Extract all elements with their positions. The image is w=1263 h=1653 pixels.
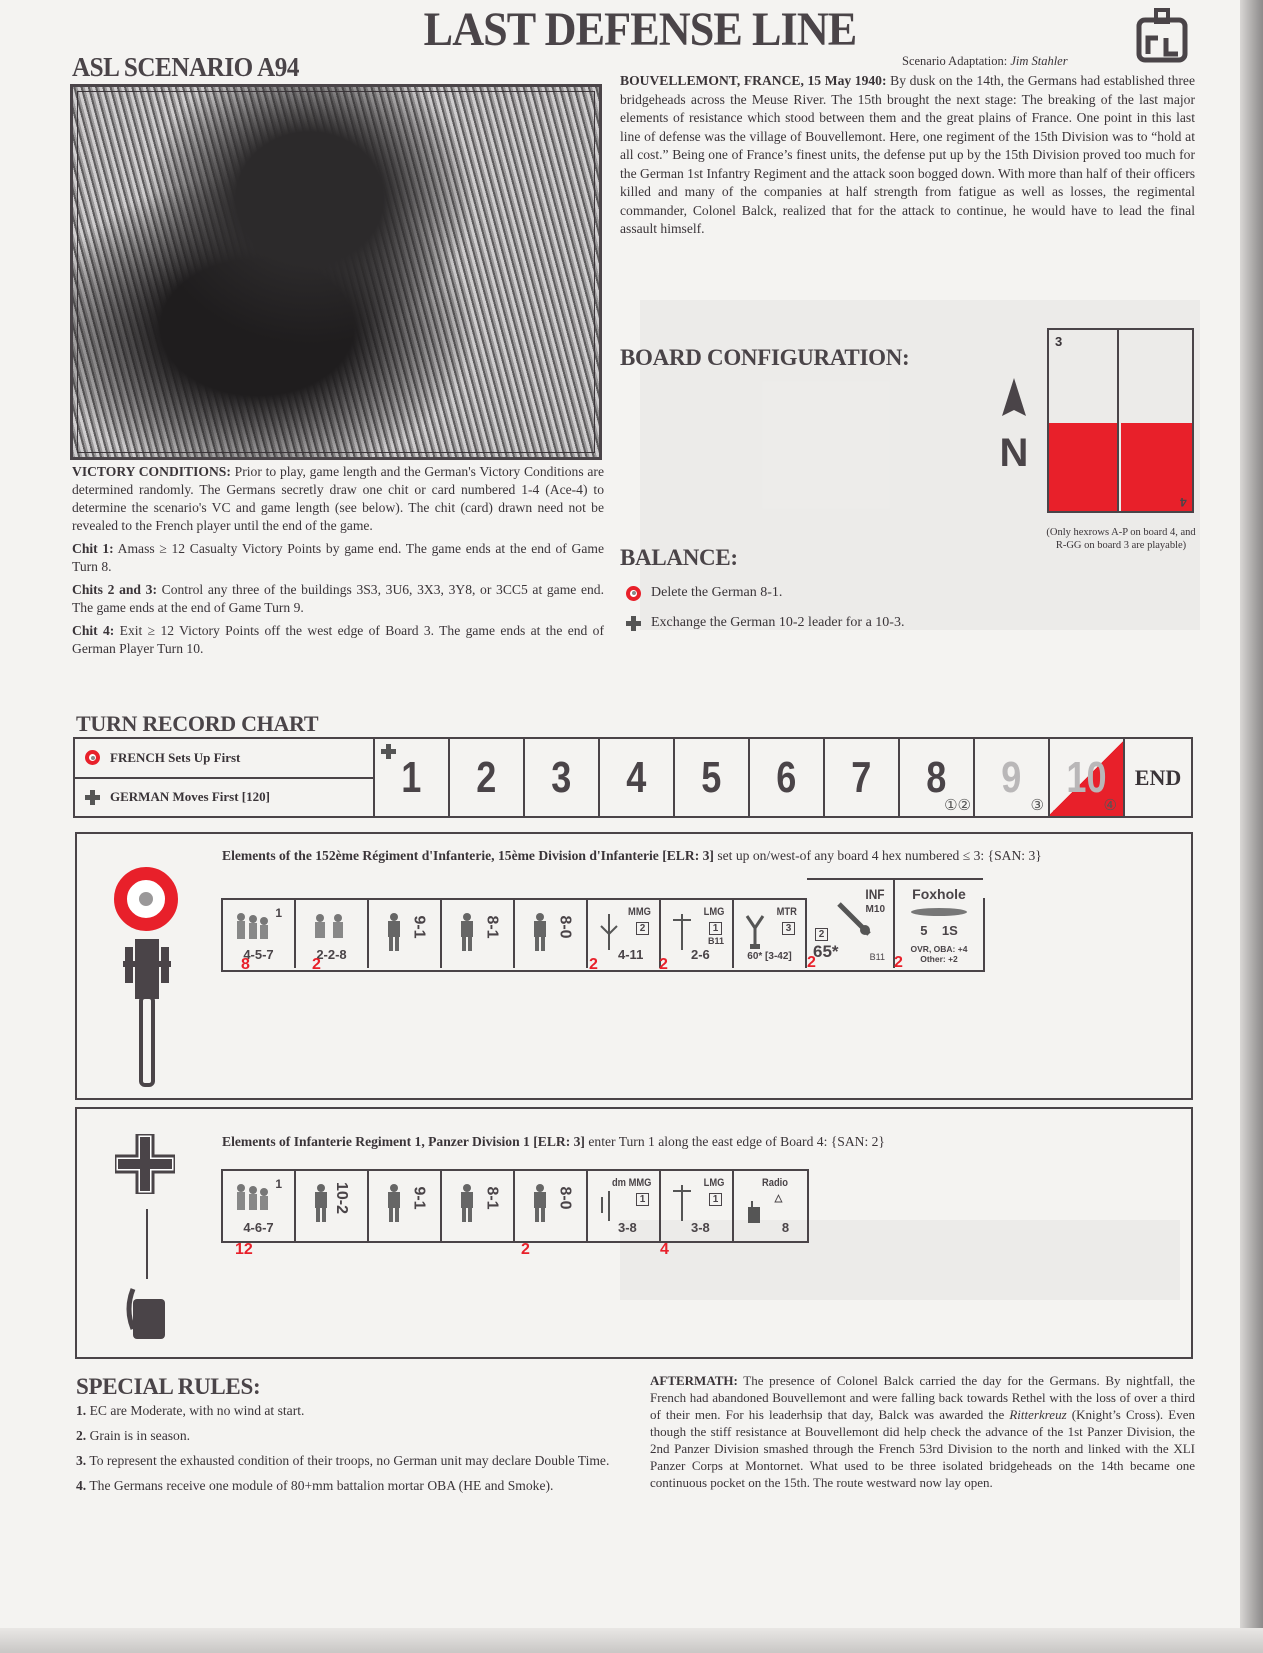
rule-text: EC are Moderate, with no wind at start.: [86, 1403, 305, 1418]
squad-figure-icon: [233, 912, 273, 942]
counter-box: 1: [636, 1193, 649, 1206]
leader-figure-icon: [383, 912, 405, 952]
half-squad-figure-icon: [310, 912, 350, 942]
french-row-label: FRENCH Sets Up First: [110, 749, 241, 765]
turn-number: 8: [926, 752, 947, 802]
counter-value: 60* [3-42]: [747, 951, 792, 962]
intro-text: By dusk on the 14th, the Germans had established three bridgeheads across the Meuse River. The 15th brought the next stage: The breaking of the last major elements of resistance which stood between them and the great plains of France. One point in this last line of defense was the village of Bouvellemont. Here, one regiment of the 15th Division was to “hold at all cost.” Being one of France’s finest units, the defense put up by the 15th Division proved too much for the German 1st Infantry Regiment and the attack soon bogged down. With more than half of their officers killed and many of the companies at half strength from fatigue as well as losses, the regimental commander, Colonel Balck, realized that for the attack to continue, he would have to lead the final assault himself.: [620, 73, 1196, 236]
counter-inf-gun: [807, 878, 895, 968]
counter-leader-8-1: [442, 898, 515, 968]
radio-icon: [744, 1201, 766, 1225]
french-setup-instructions: set up on/west-of any board 4 hex numbered ≤ 3: {SAN: 3}: [713, 848, 1042, 863]
balance-list: [626, 585, 904, 645]
balance-text: Delete the German 8-1.: [651, 585, 783, 600]
chit-1: [72, 540, 604, 576]
rule-text: Grain is in season.: [86, 1428, 191, 1443]
counter-foxhole: [895, 878, 983, 968]
counter-small: OVR, OBA: +4 Other: +2: [910, 944, 968, 964]
count-leader-8-0: 2: [521, 1241, 530, 1258]
balance-item-french: [626, 585, 904, 601]
chit-text: Amass ≥ 12 Casualty Victory Points by game end. The game ends at the end of Game Turn 8.: [72, 541, 604, 574]
balance-heading: BALANCE:: [620, 545, 738, 570]
board-3-east: [1121, 330, 1192, 423]
counter-value: 9-1: [410, 915, 428, 939]
mortar-icon: [744, 912, 766, 952]
chit-marker: ①②: [944, 796, 971, 814]
counter-radio: [734, 1171, 807, 1241]
adaptation-label: Scenario Adaptation:: [902, 54, 1011, 68]
counter-value: 8: [781, 1220, 790, 1235]
board-4-east: [1121, 423, 1192, 511]
historical-intro: [620, 72, 1195, 239]
counter-value: 8-0: [556, 915, 574, 939]
turn-10: [1050, 739, 1125, 816]
turn-number: 3: [551, 752, 572, 802]
french-mortar-illustration-icon: [119, 939, 175, 1089]
count-halfsquad: 2: [312, 956, 321, 973]
counter-halfsquad-228: [296, 898, 369, 968]
chit-text: Control any three of the buildings 3S3, 3U6, 3X3, 3Y8, or 3CC5 at game end. The game ends at the end of Game Turn 9.: [72, 582, 604, 615]
chit-label: Chits 2 and 3:: [72, 582, 157, 597]
aftermath-text: The presence of Colonel Balck carried the day for the Germans. By nightfall, the French had abandoned Bouvellemont and were falling back towards Rethel with the loss of over a third of their men. For his leaderhsip that day, Balck was awarded the: [650, 1373, 1195, 1422]
photo-frame: [77, 91, 595, 453]
counter-mmg: [588, 898, 661, 968]
counter-box: △: [774, 1193, 783, 1204]
counter-leader-9-1: [369, 1171, 442, 1241]
counter-box: 3: [782, 922, 795, 935]
counter-sub: M10: [865, 904, 885, 915]
chit-2-3: [72, 581, 604, 617]
special-rule-4: [76, 1477, 621, 1495]
german-unit-name: Elements of Infanterie Regiment 1, Panzer Division 1 [ELR: 3]: [222, 1134, 585, 1149]
trc-german-row: [75, 779, 373, 817]
foxhole-icon: [909, 906, 969, 918]
count-mmg: 2: [589, 956, 598, 973]
count-lmg: 2: [659, 956, 668, 973]
board-4-label: 4: [1180, 495, 1187, 509]
counter-value: 4-6-7: [243, 1220, 274, 1235]
german-order-of-battle: [75, 1107, 1193, 1359]
special-rule-1: [76, 1402, 621, 1420]
squad-figure-icon: [233, 1183, 273, 1213]
german-cross-icon: [381, 744, 396, 759]
german-field-telephone-icon: [119, 1209, 169, 1349]
turn-3: [525, 739, 600, 816]
counter-squad-457: [223, 898, 296, 968]
counter-small: B11: [869, 952, 885, 962]
leader-figure-icon: [310, 1183, 332, 1223]
page-edge: [0, 1628, 1263, 1653]
counter-value: 3-8: [691, 1220, 710, 1235]
counter-box: 2: [815, 928, 828, 941]
french-counter-strip: [221, 886, 985, 972]
turn-number: 10: [1066, 752, 1107, 802]
mmg-icon: [598, 1183, 620, 1223]
turn-number: 6: [776, 752, 797, 802]
rule-text: The Germans receive one module of 80+mm battalion mortar OBA (HE and Smoke).: [86, 1478, 554, 1493]
counter-label: Radio: [762, 1177, 788, 1189]
french-roundel-icon: [85, 750, 100, 765]
balance-text: Exchange the German 10-2 leader for a 10-3.: [651, 615, 905, 630]
victory-conditions: [72, 463, 604, 663]
counter-dm-mmg: [588, 1171, 661, 1241]
counter-label: LMG: [703, 1177, 724, 1189]
board-3-west: [1049, 330, 1119, 423]
counter-leader-10-2: [296, 1171, 369, 1241]
counter-sup: 1: [275, 906, 282, 920]
counter-label: dm MMG: [611, 1177, 651, 1189]
rule-text: To represent the exhausted condition of their troops, no German unit may declare Double Time.: [86, 1453, 610, 1468]
svg-text:N: N: [999, 431, 1029, 468]
counter-value: 10-2: [332, 1181, 350, 1215]
special-rule-3: [76, 1452, 621, 1470]
balkenkreuz-icon: [115, 1134, 175, 1194]
turn-end: END: [1134, 764, 1182, 790]
counter-value: 8-1: [483, 915, 501, 939]
count-foxhole: 2: [894, 954, 903, 971]
counter-lmg: [661, 898, 734, 968]
vc-heading: VICTORY CONDITIONS:: [72, 464, 231, 479]
counter-value: 3-8: [618, 1220, 637, 1235]
rule-number: 1.: [76, 1403, 87, 1418]
chit-marker: ④: [1103, 796, 1117, 814]
count-lmg: 4: [660, 1241, 669, 1258]
count-squad: 8: [241, 956, 250, 973]
counter-value: 2-6: [691, 947, 710, 962]
leader-figure-icon: [456, 912, 478, 952]
counter-leader-8-1: [442, 1171, 515, 1241]
turn-number: 2: [476, 752, 497, 802]
counter-leader-9-1: [369, 898, 442, 968]
gl-logo-icon: [1136, 8, 1188, 64]
historical-photo: [70, 84, 602, 460]
counter-box: 1: [709, 1193, 722, 1206]
leader-figure-icon: [456, 1183, 478, 1223]
special-rules: [76, 1402, 621, 1502]
count-squad: 12: [235, 1241, 253, 1258]
counter-value: 9-1: [410, 1186, 428, 1210]
counter-label: INF: [865, 886, 885, 902]
balance-item-german: [626, 615, 904, 631]
scenario-id: ASL SCENARIO A94: [72, 52, 299, 82]
turn-6: [750, 739, 825, 816]
chit-label: Chit 1:: [72, 541, 114, 556]
turn-2: [450, 739, 525, 816]
counter-value: 4-11: [618, 947, 644, 962]
counter-value: 4-5-7: [243, 947, 274, 962]
german-row-label: GERMAN Moves First [120]: [110, 789, 270, 805]
vc-text: Prior to play, game length and the German's Victory Conditions are determined randomly. The Germans secretly draw one chit or card numbered 1-4 (Ace-4) to determine the scenario's VC and game length (see below). The chit (card) drawn need not be revealed to the French player until the end of the game.: [72, 464, 604, 533]
counter-label: MTR: [776, 906, 797, 918]
turn-number: 7: [851, 752, 872, 802]
rule-number: 2.: [76, 1428, 87, 1443]
lmg-icon: [671, 912, 693, 952]
board-3-label: 3: [1055, 334, 1063, 349]
counter-squad-467: [223, 1171, 296, 1241]
aftermath-text: (Knight’s Cross). Even though the stiff resistance at Bouvellemont did help check the advance of the 1st Panzer Division, the 2nd Panzer Division smashed through the French 53rd Division to the north and linked with the XLI Panzer Corps at Montornet. What used to be three isolated bridgeheads on the 14th became one continuous pocket on the 15th. The route westward now lay open.: [650, 1407, 1195, 1490]
chit-marker: ③: [1030, 796, 1044, 814]
adaptation-author: Jim Stahler: [1010, 54, 1068, 68]
german-counter-strip: [221, 1169, 809, 1243]
turn-5: [675, 739, 750, 816]
german-cross-icon: [85, 790, 100, 805]
rule-number: 3.: [76, 1453, 87, 1468]
lmg-icon: [671, 1183, 693, 1223]
turn-record-chart-heading: TURN RECORD CHART: [76, 711, 319, 736]
chit-text: Exit ≥ 12 Victory Points off the west edge of Board 3. The game ends at the end of German Player Turn 10.: [72, 623, 604, 656]
counter-lmg: [661, 1171, 734, 1241]
north-arrow-icon: [998, 378, 1030, 468]
turn-number: 9: [1001, 752, 1022, 802]
trc-french-row: [75, 739, 373, 779]
aftermath-heading: AFTERMATH:: [650, 1373, 738, 1388]
leader-figure-icon: [529, 912, 551, 952]
counter-small: B11: [707, 936, 724, 946]
trc-sides: [75, 739, 375, 816]
turn-8: [900, 739, 975, 816]
counter-box: 2: [636, 922, 649, 935]
leader-figure-icon: [383, 1183, 405, 1223]
board-map: [1047, 328, 1194, 513]
turn-4: [600, 739, 675, 816]
turn-record-chart: [73, 737, 1193, 818]
page-edge: [1240, 0, 1263, 1653]
counter-label: Foxhole: [912, 886, 966, 902]
french-roundel-icon: [626, 586, 641, 601]
french-unit-name: Elements of the 152ème Régiment d'Infanterie, 15ème Division d'Infanterie [ELR: 3]: [222, 848, 714, 863]
chit-label: Chit 4:: [72, 623, 115, 638]
board-4-west: [1049, 423, 1119, 511]
counter-mtr: [734, 898, 807, 968]
rule-number: 4.: [76, 1478, 87, 1493]
counter-label: MMG: [628, 906, 651, 918]
counter-value: 8-0: [556, 1186, 574, 1210]
turn-number: 1: [401, 752, 422, 802]
leader-figure-icon: [529, 1183, 551, 1223]
counter-value: 8-1: [483, 1186, 501, 1210]
german-setup-text: [222, 1133, 1182, 1151]
intro-heading: BOUVELLEMONT, FRANCE, 15 May 1940:: [620, 73, 887, 88]
aftermath: [650, 1372, 1195, 1491]
counter-leader-8-0: [515, 898, 588, 968]
french-setup-text: [222, 847, 1182, 865]
counter-value: 2-2-8: [316, 947, 347, 962]
count-inf-gun: 2: [807, 954, 816, 971]
turn-number: 5: [701, 752, 722, 802]
counter-box: 1: [709, 922, 722, 935]
scenario-adaptation: [902, 54, 1068, 69]
special-rule-2: [76, 1427, 621, 1445]
french-order-of-battle: [75, 832, 1193, 1100]
chit-4: [72, 622, 604, 658]
counter-value: 5 1S: [920, 923, 958, 938]
scenario-title: LAST DEFENSE LINE: [423, 3, 857, 56]
french-roundel-icon: [114, 867, 178, 931]
turn-1: [375, 739, 450, 816]
counter-value: 65*: [813, 942, 839, 961]
turn-number: 4: [626, 752, 647, 802]
mmg-icon: [598, 912, 620, 952]
german-setup-instructions: enter Turn 1 along the east edge of Board 4: {SAN: 2}: [584, 1134, 885, 1149]
counter-sup: 1: [275, 1177, 282, 1191]
board-caption: (Only hexrows A-P on board 4, and R-GG on board 3 are playable): [1046, 527, 1196, 551]
special-rules-heading: SPECIAL RULES:: [76, 1374, 261, 1399]
counter-label: LMG: [703, 906, 724, 918]
board-configuration-heading: BOARD CONFIGURATION:: [620, 345, 910, 370]
aftermath-italic: Ritterkreuz: [1009, 1407, 1067, 1422]
counter-leader-8-0: [515, 1171, 588, 1241]
turn-9: [975, 739, 1050, 816]
turn-7: [825, 739, 900, 816]
german-cross-icon: [626, 616, 641, 631]
